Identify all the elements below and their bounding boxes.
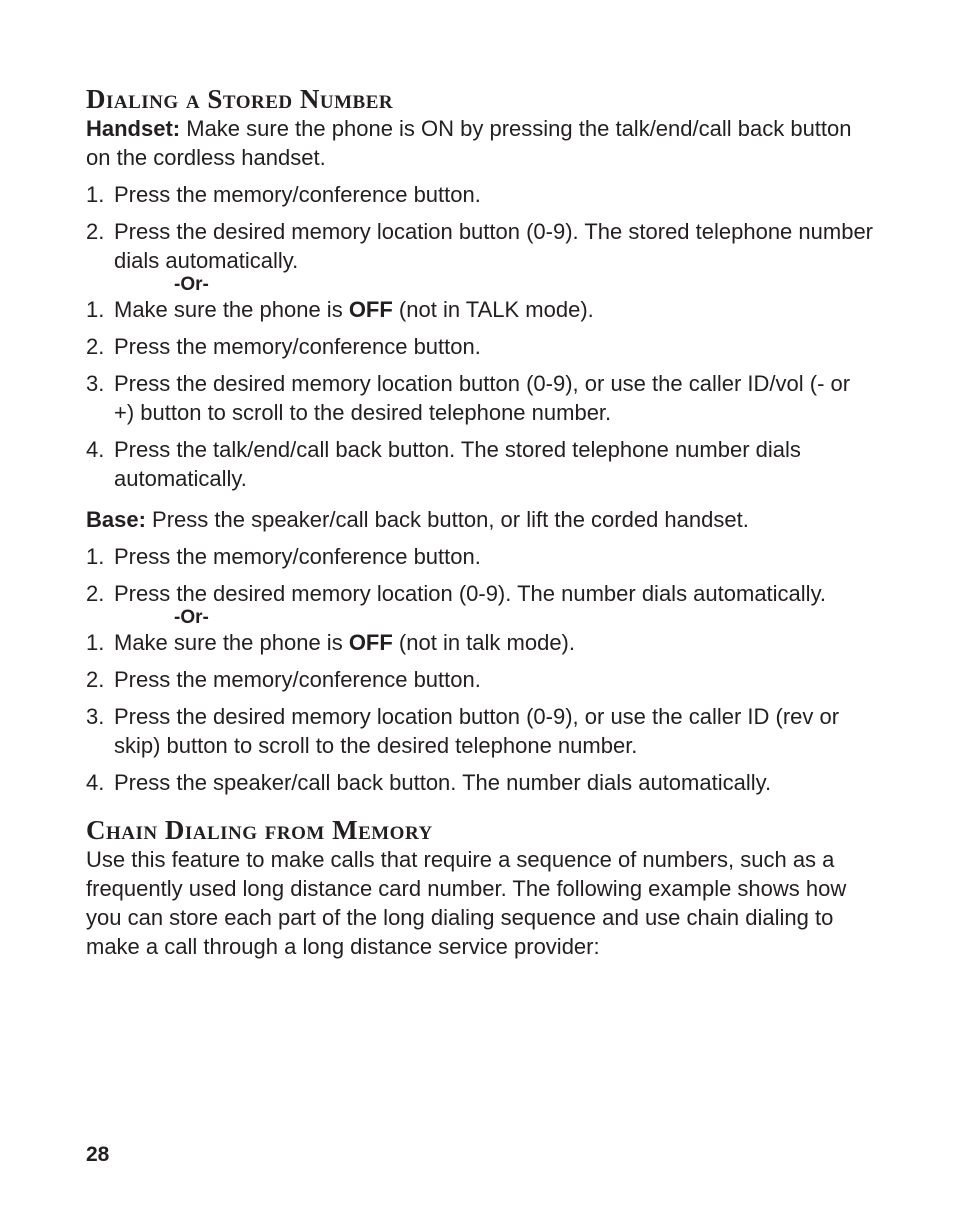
step-number: 1. — [86, 630, 105, 655]
list-item — [86, 665, 876, 694]
step-number: 1. — [86, 297, 105, 322]
step-number: 2. — [86, 334, 105, 359]
or-separator: -Or- — [174, 607, 209, 628]
section-heading-dialing-stored-number: Dialing a Stored Number — [86, 84, 394, 114]
step-text-pre: Make sure the phone is — [114, 630, 349, 655]
handset-intro-text: Make sure the phone is ON by pressing the talk/end/call back button on the cordless handset. — [86, 116, 852, 170]
step-text: Press the memory/conference button. — [114, 544, 481, 569]
list-item — [86, 369, 876, 427]
base-intro — [86, 505, 876, 534]
list-item — [86, 295, 876, 324]
list-item — [86, 435, 876, 493]
list-item — [86, 332, 876, 361]
step-number: 1. — [86, 544, 105, 569]
handset-steps-off — [86, 295, 876, 493]
step-text: Press the memory/conference button. — [114, 667, 481, 692]
step-text: Press the memory/conference button. — [114, 334, 481, 359]
step-text: Press the memory/conference button. — [114, 182, 481, 207]
step-text-bold: OFF — [348, 297, 393, 322]
step-text: Press the desired memory location (0-9). The number dials automatically. — [114, 581, 827, 606]
step-text-pre: Make sure the phone is — [114, 297, 349, 322]
step-number: 1. — [86, 182, 105, 207]
base-steps-off — [86, 628, 876, 797]
step-number: 4. — [86, 437, 105, 462]
list-item — [86, 180, 876, 209]
handset-intro — [86, 114, 876, 172]
list-item — [86, 542, 876, 571]
step-number: 2. — [86, 219, 105, 244]
handset-steps-on — [86, 180, 876, 275]
step-text-post: (not in TALK mode). — [392, 297, 594, 322]
or-separator: -Or- — [174, 274, 209, 295]
step-number: 3. — [86, 704, 105, 729]
step-text-post: (not in talk mode). — [392, 630, 575, 655]
list-item — [86, 768, 876, 797]
chain-dialing-body: Use this feature to make calls that require a sequence of numbers, such as a frequently used long distance card number. The following example shows how you can store each part of the long dialing sequence and use chain dialing to make a call through a long distance service provider: — [86, 847, 847, 959]
section-heading-chain-dialing: Chain Dialing from Memory — [86, 815, 433, 845]
step-number: 4. — [86, 770, 105, 795]
step-text: Press the speaker/call back button. The number dials automatically. — [114, 770, 772, 795]
list-item — [86, 579, 876, 608]
page-number: 28 — [86, 1143, 110, 1166]
step-text: Press the desired memory location button (0-9). The stored telephone number dials automatically. — [114, 219, 873, 273]
manual-page — [86, 84, 876, 961]
list-item — [86, 217, 876, 275]
step-text-bold: OFF — [348, 630, 393, 655]
step-number: 3. — [86, 371, 105, 396]
list-item — [86, 702, 876, 760]
step-text: Press the talk/end/call back button. The stored telephone number dials automatically. — [114, 437, 801, 491]
base-label: Base: — [86, 507, 146, 532]
step-number: 2. — [86, 581, 105, 606]
handset-label: Handset: — [86, 116, 181, 141]
step-text: Press the desired memory location button (0-9), or use the caller ID (rev or skip) button to scroll to the desired telephone number. — [114, 704, 840, 758]
base-steps-on — [86, 542, 876, 608]
step-text: Press the desired memory location button (0-9), or use the caller ID/vol (- or +) button to scroll to the desired telephone number. — [114, 371, 851, 425]
step-number: 2. — [86, 667, 105, 692]
base-intro-text: Press the speaker/call back button, or lift the corded handset. — [145, 507, 749, 532]
list-item — [86, 628, 876, 657]
